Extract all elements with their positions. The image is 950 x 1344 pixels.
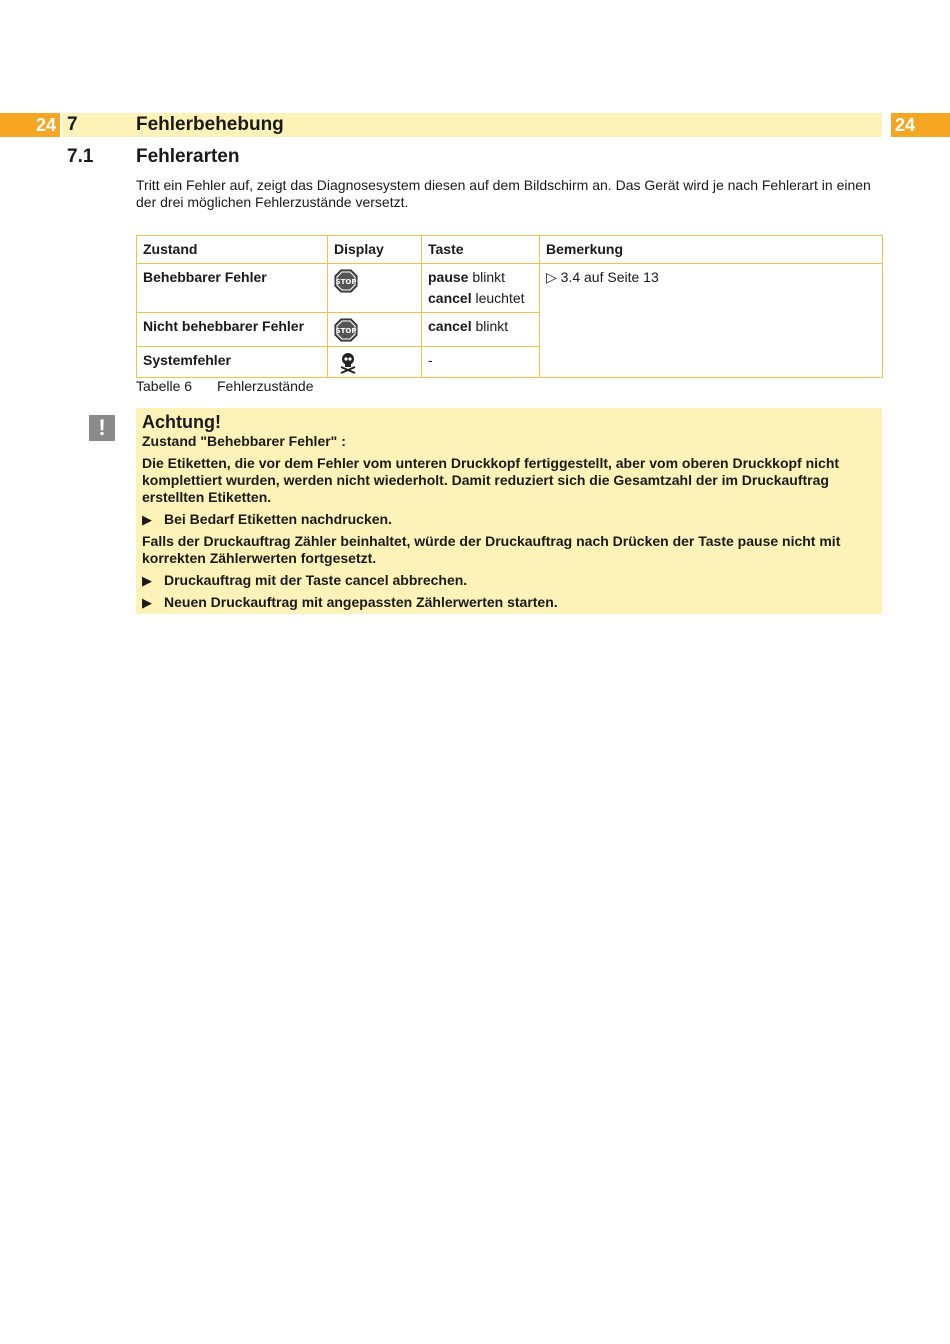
taste-line: cancel leuchtet <box>428 290 525 306</box>
intro-paragraph: Tritt ein Fehler auf, zeigt das Diagnosesystem diesen auf dem Bildschirm an. Das Gerät wird je nach Fehlerart in einen der drei möglichen Fehlerzustände versetzt. <box>136 177 871 210</box>
bullet-item <box>142 511 876 528</box>
warning-box <box>136 408 882 614</box>
taste-line: pause blinkt <box>428 269 506 285</box>
bullet-arrow-icon: ▶ <box>142 573 152 588</box>
cell-taste <box>422 264 540 313</box>
bullet-arrow-icon: ▶ <box>142 512 152 527</box>
warning-icon: ! <box>89 415 115 441</box>
cell-zustand: Systemfehler <box>137 347 328 378</box>
chapter-number: 7 <box>67 114 78 135</box>
cell-taste: - <box>422 347 540 378</box>
warning-paragraph: Falls der Druckauftrag Zähler beinhaltet, würde der Druckauftrag nach Drücken der Taste pause nicht mit korrekten Zählerwerten fortgesetzt. <box>142 533 841 566</box>
cell-taste: cancel blinkt <box>422 313 540 347</box>
bullet-item <box>142 594 876 611</box>
cell-display <box>328 264 422 313</box>
header-zustand: Zustand <box>137 236 328 264</box>
warning-paragraph: Die Etiketten, die vor dem Fehler vom unteren Druckkopf fertiggestellt, aber vom oberen Druckkopf nicht komplettiert wurden, werden nicht wiederholt. Damit reduziert sich die Gesamtzahl der im Druckauftrag erstellten Etiketten. <box>142 455 840 505</box>
cell-display <box>328 313 422 347</box>
bullet-text: Neuen Druckauftrag mit angepassten Zählerwerten starten. <box>164 594 558 610</box>
cell-bemerkung: ▷ 3.4 auf Seite 13 <box>540 264 883 378</box>
table-caption <box>136 378 314 394</box>
table-header-row <box>137 236 883 264</box>
caption-label: Tabelle 6 <box>136 378 193 394</box>
stop-sign-icon <box>334 318 358 342</box>
table-row <box>137 264 883 313</box>
section-number: 7.1 <box>67 146 94 167</box>
error-states-table <box>136 235 883 378</box>
page-number-left: 24 <box>0 113 60 137</box>
cell-zustand: Behebbarer Fehler <box>137 264 328 313</box>
warning-subtitle: Zustand "Behebbarer Fehler" : <box>142 433 346 449</box>
section-title: Fehlerarten <box>136 146 240 167</box>
stop-icon-text: STOP <box>335 278 357 286</box>
cell-display <box>328 347 422 378</box>
stop-icon-text: STOP <box>335 327 357 335</box>
skull-icon <box>338 352 358 374</box>
header-taste: Taste <box>422 236 540 264</box>
bullet-text: Druckauftrag mit der Taste cancel abbrechen. <box>164 572 468 588</box>
bullet-text: Bei Bedarf Etiketten nachdrucken. <box>164 511 392 527</box>
stop-sign-icon <box>334 269 358 293</box>
header-display: Display <box>328 236 422 264</box>
bullet-arrow-icon: ▶ <box>142 595 152 610</box>
cell-zustand: Nicht behebbarer Fehler <box>137 313 328 347</box>
caption-text: Fehlerzustände <box>217 378 314 394</box>
chapter-title: Fehlerbehebung <box>136 114 284 135</box>
page-number-right: 24 <box>891 113 950 137</box>
bullet-item <box>142 572 876 589</box>
warning-title: Achtung! <box>142 412 221 432</box>
header-bemerkung: Bemerkung <box>540 236 883 264</box>
